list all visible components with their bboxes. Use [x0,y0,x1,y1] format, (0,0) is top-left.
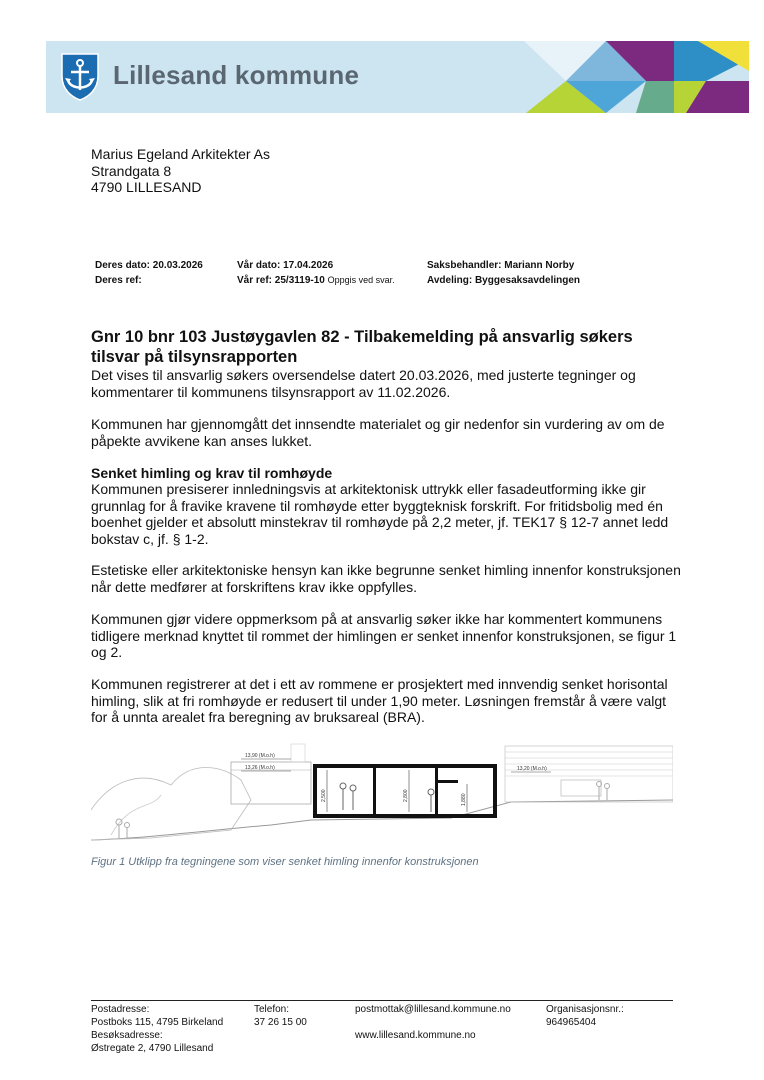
document-title: Gnr 10 bnr 103 Justøygavlen 82 - Tilbakemelding på ansvarlig søkers tilsvar på tilsynsrapporten [91,328,633,366]
section-heading-text: Senket himling og krav til romhøyde [91,465,333,481]
orgnr-label: Organisasjonsnr.: [546,1004,624,1015]
our-ref-note: Oppgis ved svar. [327,275,395,285]
web-link[interactable]: www.lillesand.kommune.no [355,1030,476,1041]
postal-address: Postboks 115, 4795 Birkeland [91,1017,224,1028]
org-name: Lillesand kommune [113,60,360,90]
phone-label: Telefon: [254,1004,290,1015]
their-date: Deres dato: 20.03.2026 [95,260,203,271]
footer-address [91,1003,223,1055]
level-label-1: 13,90 (M.o.h) [245,753,275,759]
recipient-name: Marius Egeland Arkitekter As [91,146,270,162]
level-label-2: 13,26 (M.o.h) [245,765,275,771]
visit-address: Østregate 2, 4790 Lillesand [91,1043,214,1054]
coat-of-arms-icon [60,52,100,102]
our-date: Vår dato: 17.04.2026 [237,260,334,271]
footer-phone [254,1003,307,1029]
dimension-label-3: 1,880 [461,793,467,806]
section-heading [91,465,681,482]
meta-column-our [237,258,395,288]
department: Avdeling: Byggesaksavdelingen [427,275,581,286]
visit-label: Besøksadresse: [91,1030,163,1041]
orgnr-value: 964965404 [546,1017,597,1028]
dimension-label-2: 2,800 [403,789,409,802]
dimension-label-1: 2,500 [321,789,327,802]
our-ref: Vår ref: 25/3119-10 [237,275,325,286]
footer-divider [91,1000,673,1001]
phone-number: 37 26 15 00 [254,1017,307,1028]
their-ref: Deres ref: [95,275,142,286]
meta-column-case [427,258,580,288]
recipient-city: 4790 LILLESAND [91,179,202,195]
header-banner [46,41,749,113]
level-label-3: 13,20 (M.o.h) [517,766,547,772]
paragraph-3: Kommunen presiserer innledningsvis at arkitektonisk uttrykk eller fasadeutforming ikke gir grunnlag for å fravike kravene til romhøyde etter byggteknisk forskrift. For fritidsbolig med én boenhet gjelder et absolutt minstekrav til romhøyde på 2,2 meter, jf. TEK17 § 12-7 annet ledd bokstav c, jf. § 1-2. [91,481,669,547]
footer-orgnr [546,1003,624,1029]
paragraph-5: Kommunen gjør videre oppmerksom på at ansvarlig søker ikke har kommentert kommunens tidligere merknad knyttet til rommet der himlingen er senket innenfor konstruksjonen, se figur 1 og 2. [91,611,677,660]
meta-column-their [95,258,203,288]
paragraph-6: Kommunen registrerer at det i ett av rommene er prosjektert med innvendig senket horisontal himling, slik at fri romhøyde er redusert til under 1,90 meter. Løsningen fremstår å være valgt for å unnta arealet fra beregning av bruksareal (BRA). [91,676,668,725]
paragraph-4: Estetiske eller arkitektoniske hensyn kan ikke begrunne senket himling innenfor konstruksjonen når dette medfører at forskriftens krav ikke oppfylles. [91,562,681,595]
postal-label: Postadresse: [91,1004,150,1015]
footer-contact [355,1003,511,1042]
section-drawing [91,740,673,850]
figure-caption: Figur 1 Utklipp fra tegningene som viser senket himling innenfor konstruksjonen [91,856,479,868]
recipient-street: Strandgata 8 [91,162,172,179]
our-ref-line [237,273,395,288]
paragraph-2: Kommunen har gjennomgått det innsendte materialet og gir nedenfor sin vurdering av om de påpekte avvikene kan anses lukket. [91,416,665,449]
email-link[interactable]: postmottak@lillesand.kommune.no [355,1004,511,1015]
paragraph-1: Det vises til ansvarlig søkers oversendelse datert 20.03.2026, med justerte tegninger og kommentarer til kommunens tilsynsrapport av 11.02.2026. [91,367,636,400]
recipient-address [91,146,270,196]
case-officer: Saksbehandler: Mariann Norby [427,260,575,271]
